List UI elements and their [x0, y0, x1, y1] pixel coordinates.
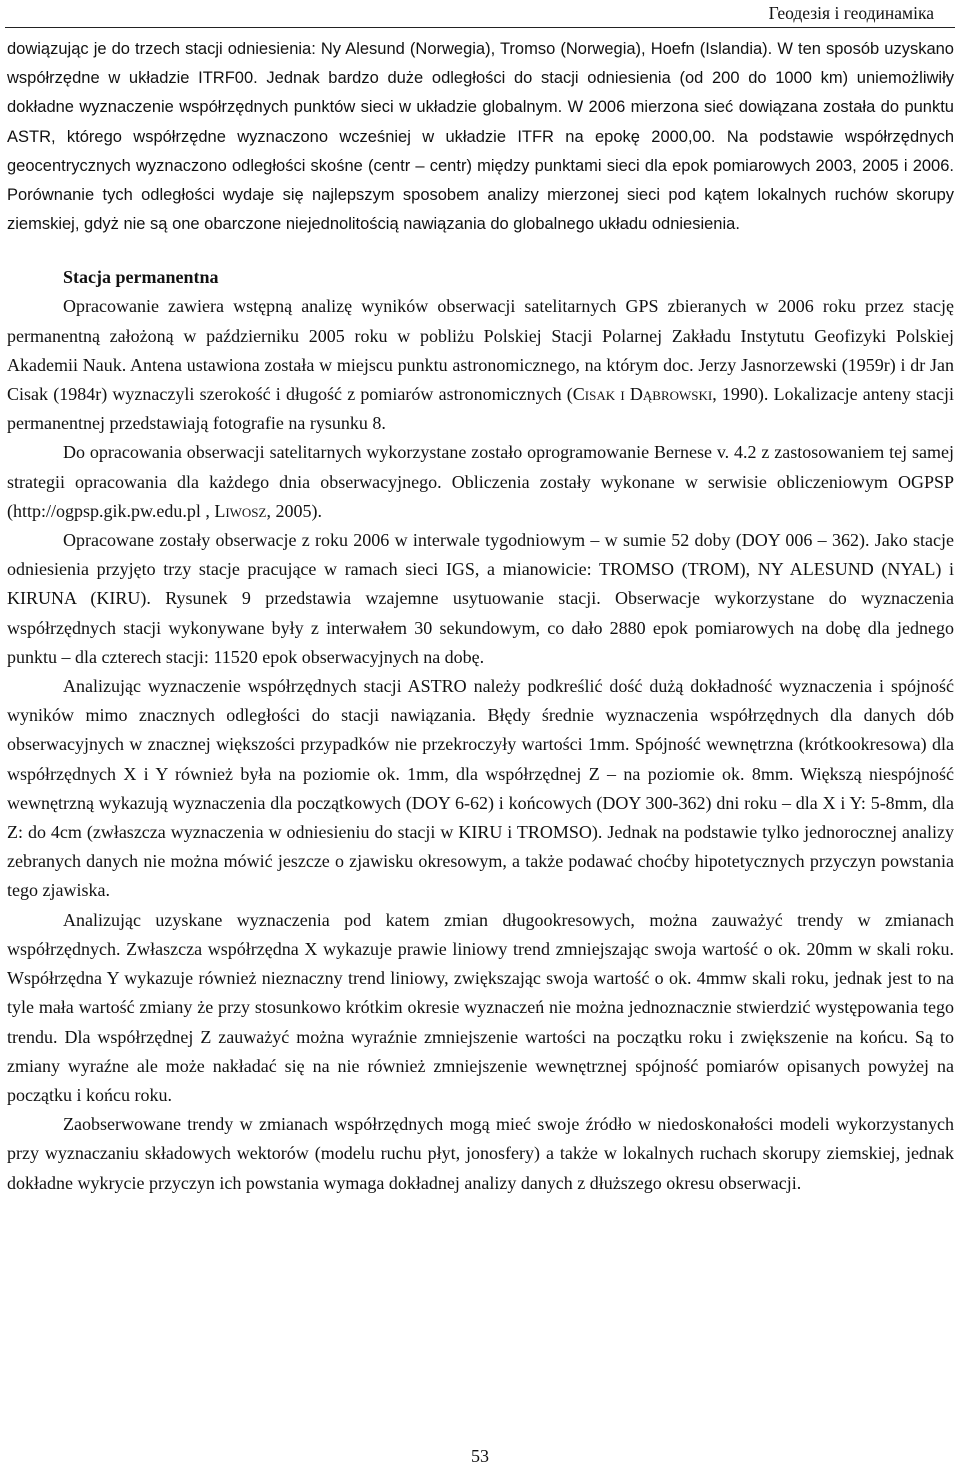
running-header: Геодезія і геодинаміка — [768, 3, 934, 23]
paragraph-trends: Analizując uzyskane wyznaczenia pod katem zmian długookresowych, można zauważyć trendy w zmianach współrzędnych. Zwłaszcza współrzędna X wykazuje prawie liniowy trend zmniejszając swoja wartość o ok. 20mm w skali roku. Współrzędna Y wykazuje również nieznaczny trend liniowy, zwiększając swoja wartość o ok. 4mmw skali roku, jednak jest to na tyle mała wartość zmiany że przy stosunkowo krótkim okresie wyznaczeń nie można jednoznacznie stwierdzić występowania tego trendu. Dla współrzędnej Z zauważyć można wyraźnie zmniejszenie wartości na początku roku i zwiększenie na końcu. Są to zmiany wyraźne ale może nakładać się na nie również zmniejszenie wewnętrznej spójność pomiarów opisanych powyżej na początku i końcu roku. — [7, 909, 954, 1105]
paragraph-software — [7, 438, 954, 526]
page-body — [7, 35, 954, 1198]
paragraph-accuracy: Analizując wyznaczenie współrzędnych stacji ASTRO należy podkreślić dość dużą dokładność wyznaczenia i spójność wyników mimo znacznych odległości do stacji nawiązania. Błędy średnie wyznaczenia współrzędnych dla danych dób obserwacyjnych w znacznej większości przypadków nie przekroczyły wartości 1mm. Spójność wewnętrzna (krótkookresowa) dla współrzędnych X i Y również była na poziomie ok. 1mm, dla współrzędnej Z – na poziomie ok. 8mm. Większą niespójność wewnętrzną wykazują wyznaczenia dla początkowych (DOY 6-62) i końcowych (DOY 300-362) dni roku – dla X i Y: 5-8mm, dla Z: do 4cm (zwłaszcza wyznaczenia w odniesieniu do stacji w KIRU i TROMSO). Jednak na podstawie tylko jednorocznej analizy zebranych danych nie można mówić jeszcze o zjawisku okresowym, a także podawać choćby hipotetycznych przyczyn powstania tego zjawiska. — [7, 676, 954, 901]
paragraph-station-description — [7, 292, 954, 438]
section-heading: Stacja permanentna — [63, 267, 219, 288]
paragraph-text: Do opracowania obserwacji satelitarnych wykorzystane zostało oprogramowanie Bernese v. 4.2 z zastosowaniem tej samej strategii opracowania dla każdego dnia obserwacyjnego. Obliczenia zostały wykonane w serwisie obliczeniowym OGPSP (http://ogpsp.gik.pw.edu.pl , — [7, 442, 954, 521]
citation-author: Cisak i Dąbrowski — [572, 384, 713, 405]
intro-paragraph: dowiązując je do trzech stacji odniesienia: Ny Alesund (Norwegia), Tromso (Norwegia), Hoefn (Islandia). W ten sposób uzyskano współrzędne w układzie ITRF00. Jednak bardzo duże odległości do stacji odniesienia (od 200 do 1000 km) uniemożliwiły dokładne wyznaczenie współrzędnych punktów sieci w układzie globalnym. W 2006 mierzona sieć dowiązana została do punktu ASTR, którego współrzędne wyznaczono wcześniej w układzie ITFR na epokę 2000,00. Na podstawie współrzędnych geocentrycznych wyznaczono odległości skośne (centr – centr) między punktami sieci dla epok pomiarowych 2003, 2005 i 2006. Porównanie tych odległości wydaje się najlepszym sposobem analizy mierzonej sieci pod kątem lokalnych ruchów skorupy ziemskiej, gdyż nie są one obarczone niejednolitością nawiązania do globalnego układu odniesienia. — [7, 40, 954, 234]
paragraph-text: , 1990). Lokalizacje anteny stacji permanentnej przedstawiają fotografie na rysunku 8. — [7, 384, 954, 434]
paragraph-text: , 2005). — [266, 500, 322, 521]
page-number: 53 — [471, 1446, 489, 1466]
paragraph-text: Opracowanie zawiera wstępną analizę wyników obserwacji satelitarnych GPS zbieranych w 2006 roku przez stację permanentną założoną w październiku 2005 roku w pobliżu Polskiej Stacji Polarnej Zakładu Instytutu Geofizyki Polskiej Akademii Nauk. Antena ustawiona została w miejscu punktu astronomicznego, na którym doc. Jerzy Jasnorzewski (1959r) i dr Jan Cisak (1984r) wyznaczyli szerokość i długość z pomiarów astronomicznych ( — [7, 296, 954, 405]
paragraph-observations: Opracowane zostały obserwacje z roku 2006 w interwale tygodniowym – w sumie 52 doby (DOY 006 – 362). Jako stacje odniesienia przyjęto trzy stacje pracujące w ramach sieci IGS, a mianowicie: TROMSO (TROM), NY ALESUND (NYAL) i KIRUNA (KIRU). Rysunek 9 przedstawia wzajemne usytuowanie stacji. Obserwacje wykorzystane do wyznaczenia współrzędnych stacji wykonywane były z interwałem 30 sekundowym, co dało 2880 epok pomiarowych na dobę dla jednego punktu – dla czterech stacji: 11520 epok obserwacyjnych na dobę. — [7, 530, 954, 667]
header-rule — [5, 27, 955, 28]
paragraph-trend-sources: Zaobserwowane trendy w zmianach współrzędnych mogą mieć swoje źródło w niedoskonałości modeli wykorzystanych przy wyznaczaniu składowych wektorów (modelu ruchu płyt, jonosfery) a także w lokalnych ruchach skorupy ziemskiej, jednak dokładne wykrycie przyczyn ich powstania wymaga dokładnej analizy danych z dłuższego okresu obserwacji. — [7, 1114, 954, 1193]
citation-author: Liwosz — [214, 500, 267, 521]
